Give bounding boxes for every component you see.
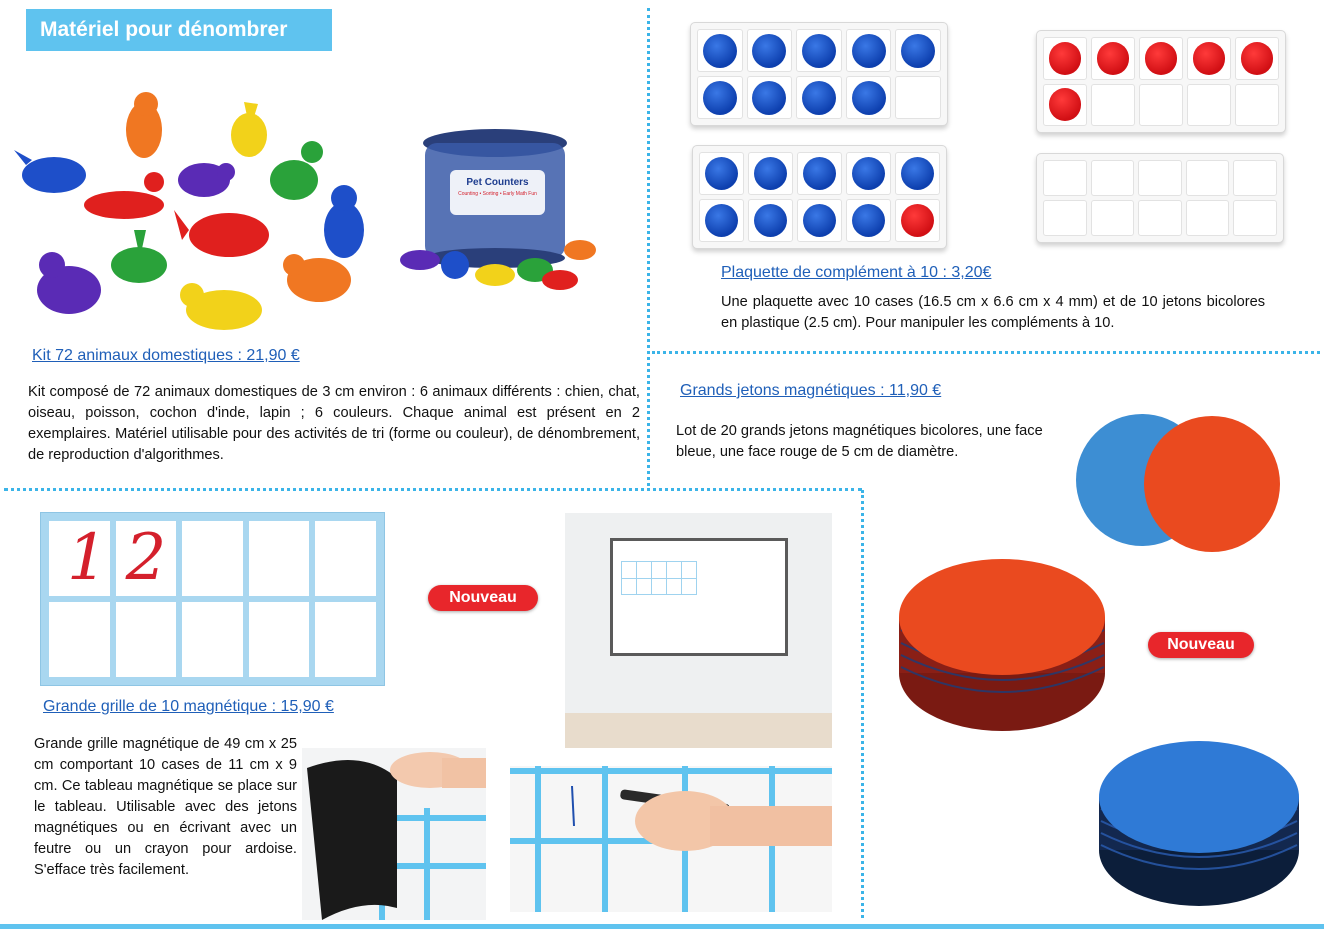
ten-frame-tray (1036, 30, 1286, 133)
grid-digit-two: 2 (125, 521, 167, 595)
ten-frame-tray (692, 145, 947, 249)
divider-horizontal-middle (4, 488, 862, 491)
plaquette-title-link[interactable]: Plaquette de complément à 10 : 3,20€ (721, 264, 992, 281)
jar-label: Pet Counters (466, 177, 529, 188)
grille-description: Grande grille magnétique de 49 cm x 25 cm comportant 10 cases de 11 cm x 9 cm. Ce tableau magnétique se place sur le tableau. Utilisable avec des jetons magnétiques ou en écrivant avec un feutre ou un crayon pour ardoise. S'efface très facilement. (34, 736, 297, 878)
pet-counters-jar (395, 125, 635, 300)
plaquette-description: Une plaquette avec 10 cases (16.5 cm x 6.6 cm x 4 mm) et de 10 jetons bicolores en plastique (2.5 cm). Pour manipuler les compléments à 10. (721, 294, 1265, 331)
peeling-grid-photo (302, 748, 486, 920)
red-token-stack-photo (895, 555, 1110, 735)
footer-bar (0, 924, 1324, 929)
ten-frame-tray-empty (1036, 153, 1284, 243)
kit-description: Kit composé de 72 animaux domestiques de 3 cm environ : 6 animaux différents : chien, chat, oiseau, poisson, cochon d'inde, lapin ; 6 couleurs. Chaque animal est présent en 2 exemplaires. Matériel utilisable pour des activités de tri (forme ou couleur), de dénombrement, de reproduction d'algorithmes. (28, 384, 640, 463)
jetons-title-link[interactable]: Grands jetons magnétiques : 11,90 € (680, 382, 942, 399)
nouveau-badge: Nouveau (1148, 632, 1254, 658)
blue-red-tokens-photo (1072, 412, 1287, 552)
page-title: Matériel pour dénombrer (26, 9, 332, 51)
animal-counters-photo (14, 90, 382, 345)
kit-title-link[interactable]: Kit 72 animaux domestiques : 21,90 € (32, 347, 300, 364)
whiteboard (610, 538, 788, 656)
whiteboard-photo (565, 513, 832, 748)
wall-baseboard (565, 713, 832, 748)
jetons-description: Lot de 20 grands jetons magnétiques bicolores, une face bleue, une face rouge de 5 cm de diamètre. (676, 423, 1043, 460)
magnetic-grid-photo (40, 512, 385, 686)
divider-vertical-bottom (861, 490, 864, 918)
divider-horizontal-right (652, 351, 1320, 354)
ten-frame-tray (690, 22, 948, 126)
writing-on-grid-photo (510, 766, 832, 912)
divider-vertical-top (647, 8, 650, 486)
mini-grid (621, 561, 697, 595)
blue-token-stack-photo (1095, 735, 1305, 910)
grille-title-link[interactable]: Grande grille de 10 magnétique : 15,90 € (43, 698, 334, 715)
nouveau-badge: Nouveau (428, 585, 538, 611)
grid-digit-one: 1 (67, 521, 108, 595)
jar-sublabel: Counting • Sorting • Early Math Fun (458, 191, 537, 197)
